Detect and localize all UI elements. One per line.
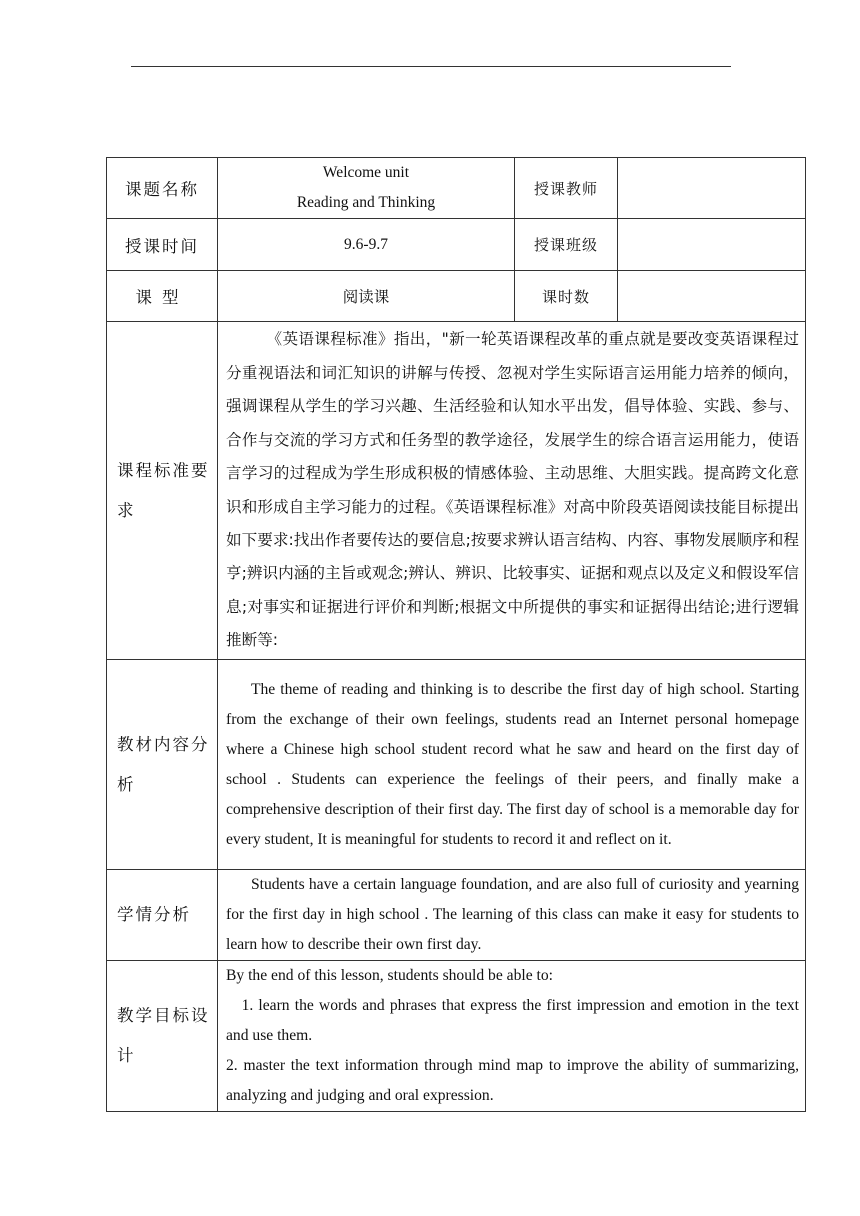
standard-label: 课程标准要求: [107, 322, 218, 660]
title-label: 课题名称: [107, 158, 218, 219]
time-value: 9.6-9.7: [218, 219, 515, 271]
title-value-line1: Welcome unit: [322, 164, 410, 181]
row-students: [107, 870, 806, 961]
header-rule: [131, 66, 731, 67]
title-value: [218, 158, 515, 219]
row-type: [107, 271, 806, 322]
class-label: 授课班级: [515, 219, 618, 271]
row-title: [107, 158, 806, 219]
goals-cell: [218, 961, 806, 1112]
material-text: The theme of reading and thinking is to describe the first day of high school. Starting from the exchange of their own feelings, students read an Internet personal homepage where a Chinese high school student record what he saw and heard on the first day of school . Students can experience the feelings of their peers, and finally make a comprehensive description of their first day. The first day of school is a memorable day for every student, It is meaningful for students to record it and reflect on it.: [226, 680, 799, 848]
type-value: 阅读课: [218, 271, 515, 322]
material-label: 教材内容分析: [107, 660, 218, 870]
goals-label: 教学目标设计: [107, 961, 218, 1112]
row-goals: [107, 961, 806, 1112]
teacher-label: 授课教师: [515, 158, 618, 219]
row-material: [107, 660, 806, 870]
goals-intro: By the end of this lesson, students should be able to:: [226, 967, 554, 984]
time-label: 授课时间: [107, 219, 218, 271]
students-label: 学情分析: [107, 870, 218, 961]
material-cell: [218, 660, 806, 870]
students-text: Students have a certain language foundation, and are also full of curiosity and yearning for the first day in high school . The learning of this class can make it easy for students to learn how to describe their own first day.: [226, 876, 799, 953]
students-cell: [218, 870, 806, 961]
row-time: [107, 219, 806, 271]
goals-item-1: 1. learn the words and phrases that express the first impression and emotion in the text and use them.: [226, 997, 799, 1044]
lesson-plan-table: [106, 157, 806, 1112]
row-standard: [107, 322, 806, 660]
hours-value: [618, 271, 806, 322]
title-value-line2: Reading and Thinking: [296, 194, 436, 211]
class-value: [618, 219, 806, 271]
type-label: 课型: [107, 271, 218, 322]
teacher-value: [618, 158, 806, 219]
goals-item-2: 2. master the text information through mind map to improve the ability of summarizing, analyzing and judging and oral expression.: [226, 1057, 799, 1104]
standard-text: 《英语课程标准》指出，"新一轮英语课程改革的重点就是要改变英语课程过分重视语法和词汇知识的讲解与传授、忽视对学生实际语言运用能力培养的倾向，强调课程从学生的学习兴趣、生活经验和认知水平出发，倡导体验、实践、参与、合作与交流的学习方式和任务型的教学途径，发展学生的综合语言运用能力，使语言学习的过程成为学生形成积极的情感体验、主动思维、大胆实践。提高跨文化意识和形成自主学习能力的过程。《英语课程标准》对高中阶段英语阅读技能目标提出如下要求:找出作者要传达的要信息;按要求辨认语言结构、内容、事物发展顺序和程亨;辨识内涵的主旨或观念;辨认、辨识、比较事实、证据和观点以及定义和假设军信息;对事实和证据进行评价和判断;根据文中所提供的事实和证据得出结论;进行逻辑推断等:: [226, 330, 799, 650]
hours-label: 课时数: [515, 271, 618, 322]
standard-cell: [218, 322, 806, 660]
